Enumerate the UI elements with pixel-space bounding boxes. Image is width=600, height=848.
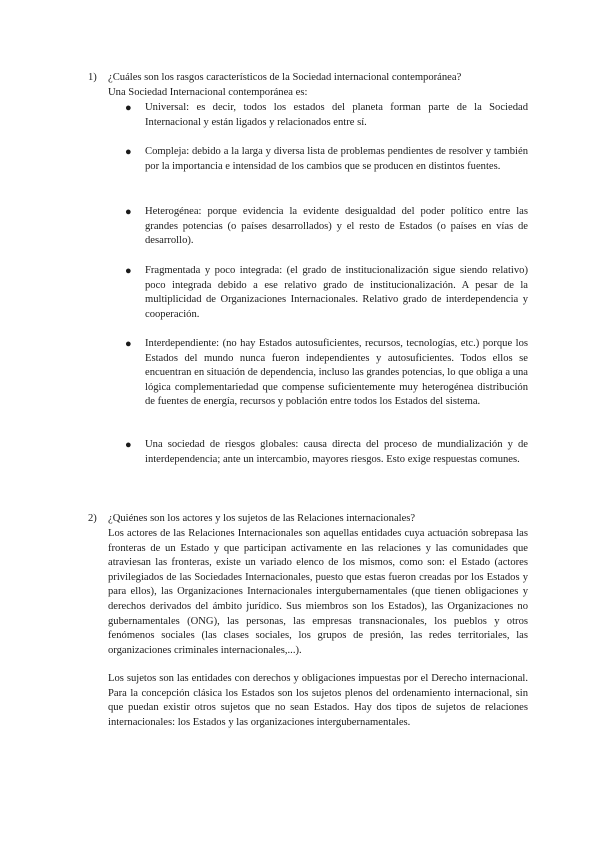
bullet-icon: ● (125, 265, 132, 277)
question-title: ¿Quiénes son los actores y los sujetos de las Relaciones internacionales? (108, 513, 416, 524)
paragraph: Los sujetos son las entidades con derechos y obligaciones impuestas por el Derecho internacional. Para la concepción clásica los Estados son los sujetos plenos del ordenamiento internacional, sin que puedan existir otros sujetos que no sean Estados. Hay dos tipos de sujetos de relaciones internacionales: los Estados y las organizaciones intergubernamentales. (108, 673, 528, 728)
bullet-icon: ● (125, 338, 132, 350)
bullet-icon: ● (125, 146, 132, 158)
question-number: 1) (88, 72, 97, 83)
bullet-icon: ● (125, 206, 132, 218)
bullet-icon: ● (125, 102, 132, 114)
bullet-icon: ● (125, 439, 132, 451)
list-item-text: Universal: es decir, todos los estados del planeta forman parte de la Sociedad Internacional y están ligados y relacionados entre sí. (145, 102, 528, 128)
intro-text: Una Sociedad Internacional contemporánea es: (108, 87, 308, 98)
list-item-text: Interdependiente: (no hay Estados autosuficientes, recursos, tecnologías, etc.) porque los Estados del mundo nunca fueron independientes y autosuficientes. Todos ellos se encuentran en situación de dependencia, incluso las grandes potencias, lo que obliga a una lógica complementariedad que compense suficientemente muy heterogénea distribución de fuentes de energía, recursos y población entre todos los Estados del sistema. (145, 338, 528, 408)
question-title: ¿Cuáles son los rasgos característicos de la Sociedad internacional contemporánea? (108, 72, 462, 83)
list-item-text: Fragmentada y poco integrada: (el grado de institucionalización sigue siendo relativo) poco integrada debido a ese relativo grado de institucionalización. A pesar de la multiplicidad de Organizaciones Internacionales. Relativo grado de interdependencia y cooperación. (145, 265, 528, 320)
list-item-text: Heterogénea: porque evidencia la evidente desigualdad del poder político entre las grandes potencias (o países desarrollados) y el resto de Estados (o países en vías de desarrollo). (145, 206, 528, 247)
paragraph: Los actores de las Relaciones Internacionales son aquellas entidades cuya actuación sobrepasa las fronteras de un Estado y que participan activamente en las relaciones y las comunidades que atraviesan las fronteras, existe un variado elenco de los mismos, como son: el Estado (actores privilegiados de las Sociedades Internacionales, puesto que estas fueron creadas por los Estados y para ellos), las Organizaciones Internacionales intergubernamentales (que tienen obligaciones y derechos derivados del ámbito jurídico. Sus miembros son los Estados), las Organizaciones no gubernamentales (ONG), las personas, las empresas transnacionales, los pueblos y otros fenómenos sociales (las clases sociales, los grupos de presión, las redes territoriales, las organizaciones criminales internacionales,...). (108, 528, 528, 656)
list-item-text: Compleja: debido a la larga y diversa lista de problemas pendientes de resolver y también por la importancia e intensidad de los cambios que se producen en distintos fuentes. (145, 146, 528, 172)
question-number: 2) (88, 513, 97, 524)
list-item-text: Una sociedad de riesgos globales: causa directa del proceso de mundialización y de interdependencia; ante un intercambio, mayores riesgos. Esto exige respuestas comunes. (145, 439, 528, 465)
